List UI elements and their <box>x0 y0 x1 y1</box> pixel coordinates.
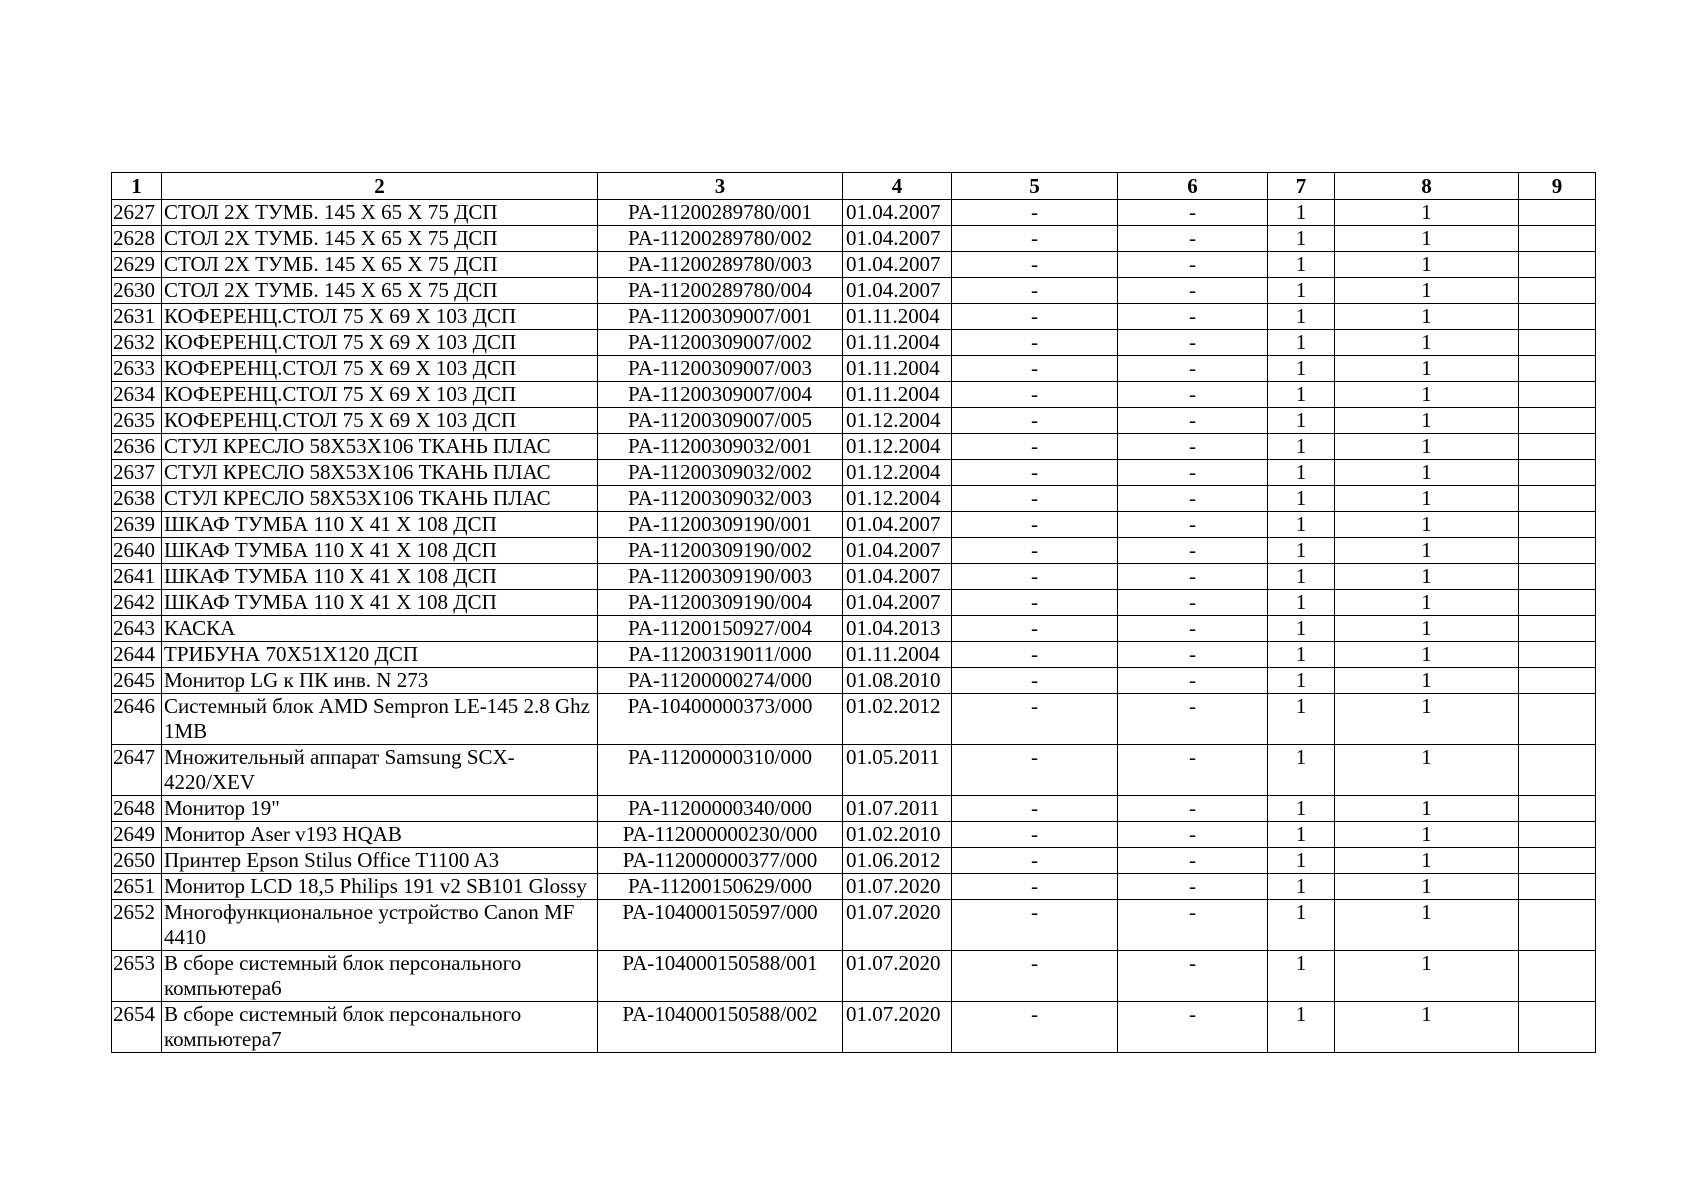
inventory-code-cell: PA-11200309190/004 <box>598 590 843 616</box>
col9-cell <box>1519 874 1596 900</box>
item-name-cell: ШКАФ ТУМБА 110 Х 41 Х 108 ДСП <box>162 564 598 590</box>
row-number-cell: 2650 <box>112 848 162 874</box>
item-name-cell: СТУЛ КРЕСЛО 58Х53Х106 ТКАНЬ ПЛАС <box>162 460 598 486</box>
col7-cell: 1 <box>1268 512 1335 538</box>
col5-cell: - <box>952 486 1118 512</box>
col6-cell: - <box>1118 1002 1268 1053</box>
col7-cell: 1 <box>1268 538 1335 564</box>
inventory-code-cell: PA-11200309032/001 <box>598 434 843 460</box>
col6-cell: - <box>1118 200 1268 226</box>
col7-cell: 1 <box>1268 408 1335 434</box>
item-name-cell: СТУЛ КРЕСЛО 58Х53Х106 ТКАНЬ ПЛАС <box>162 434 598 460</box>
col6-cell: - <box>1118 330 1268 356</box>
col5-cell: - <box>952 642 1118 668</box>
col6-cell: - <box>1118 408 1268 434</box>
col9-cell <box>1519 356 1596 382</box>
col7-cell: 1 <box>1268 642 1335 668</box>
row-number-cell: 2647 <box>112 745 162 796</box>
col9-cell <box>1519 278 1596 304</box>
row-number-cell: 2637 <box>112 460 162 486</box>
col7-cell: 1 <box>1268 694 1335 745</box>
col6-cell: - <box>1118 538 1268 564</box>
inventory-code-cell: PA-112000000377/000 <box>598 848 843 874</box>
date-cell: 01.07.2020 <box>843 1002 952 1053</box>
col7-cell: 1 <box>1268 356 1335 382</box>
column-header: 6 <box>1118 173 1268 200</box>
item-name-cell: КОФЕРЕНЦ.СТОЛ 75 Х 69 Х 103 ДСП <box>162 408 598 434</box>
col5-cell: - <box>952 590 1118 616</box>
col5-cell: - <box>952 200 1118 226</box>
col5-cell: - <box>952 356 1118 382</box>
col7-cell: 1 <box>1268 822 1335 848</box>
table-row <box>112 356 1596 382</box>
date-cell: 01.12.2004 <box>843 460 952 486</box>
row-number-cell: 2646 <box>112 694 162 745</box>
col5-cell: - <box>952 434 1118 460</box>
col9-cell <box>1519 460 1596 486</box>
col9-cell <box>1519 848 1596 874</box>
table-row <box>112 874 1596 900</box>
table-row <box>112 642 1596 668</box>
table-row <box>112 822 1596 848</box>
col8-cell: 1 <box>1335 1002 1519 1053</box>
col7-cell: 1 <box>1268 848 1335 874</box>
table-row <box>112 408 1596 434</box>
col6-cell: - <box>1118 951 1268 1002</box>
row-number-cell: 2654 <box>112 1002 162 1053</box>
col7-cell: 1 <box>1268 200 1335 226</box>
row-number-cell: 2651 <box>112 874 162 900</box>
col8-cell: 1 <box>1335 512 1519 538</box>
col8-cell: 1 <box>1335 434 1519 460</box>
col6-cell: - <box>1118 642 1268 668</box>
inventory-code-cell: PA-11200289780/003 <box>598 252 843 278</box>
column-header: 2 <box>162 173 598 200</box>
item-name-cell: Монитор 19" <box>162 796 598 822</box>
col5-cell: - <box>952 1002 1118 1053</box>
date-cell: 01.04.2007 <box>843 252 952 278</box>
date-cell: 01.12.2004 <box>843 408 952 434</box>
table-row <box>112 848 1596 874</box>
date-cell: 01.04.2007 <box>843 564 952 590</box>
item-name-cell: Монитор LCD 18,5 Philips 191 v2 SB101 Glossy <box>162 874 598 900</box>
col5-cell: - <box>952 900 1118 951</box>
item-name-cell: ТРИБУНА 70Х51Х120 ДСП <box>162 642 598 668</box>
col5-cell: - <box>952 951 1118 1002</box>
col7-cell: 1 <box>1268 668 1335 694</box>
date-cell: 01.11.2004 <box>843 356 952 382</box>
col7-cell: 1 <box>1268 616 1335 642</box>
col9-cell <box>1519 951 1596 1002</box>
col9-cell <box>1519 486 1596 512</box>
row-number-cell: 2648 <box>112 796 162 822</box>
col7-cell: 1 <box>1268 304 1335 330</box>
inventory-code-cell: PA-11200289780/001 <box>598 200 843 226</box>
col8-cell: 1 <box>1335 356 1519 382</box>
col8-cell: 1 <box>1335 900 1519 951</box>
col6-cell: - <box>1118 900 1268 951</box>
col8-cell: 1 <box>1335 642 1519 668</box>
item-name-cell: Монитор Aser v193 HQAB <box>162 822 598 848</box>
col9-cell <box>1519 382 1596 408</box>
date-cell: 01.02.2010 <box>843 822 952 848</box>
col5-cell: - <box>952 330 1118 356</box>
item-name-cell: Множительный аппарат Samsung SCX-4220/XEV <box>162 745 598 796</box>
row-number-cell: 2635 <box>112 408 162 434</box>
table-body <box>112 200 1596 1053</box>
table-row <box>112 382 1596 408</box>
table-row <box>112 434 1596 460</box>
col8-cell: 1 <box>1335 951 1519 1002</box>
date-cell: 01.04.2013 <box>843 616 952 642</box>
row-number-cell: 2641 <box>112 564 162 590</box>
item-name-cell: КОФЕРЕНЦ.СТОЛ 75 Х 69 Х 103 ДСП <box>162 382 598 408</box>
row-number-cell: 2640 <box>112 538 162 564</box>
row-number-cell: 2630 <box>112 278 162 304</box>
col6-cell: - <box>1118 822 1268 848</box>
col7-cell: 1 <box>1268 330 1335 356</box>
inventory-code-cell: PA-11200309007/003 <box>598 356 843 382</box>
col6-cell: - <box>1118 564 1268 590</box>
col8-cell: 1 <box>1335 304 1519 330</box>
col9-cell <box>1519 434 1596 460</box>
col7-cell: 1 <box>1268 590 1335 616</box>
inventory-code-cell: PA-11200309007/005 <box>598 408 843 434</box>
date-cell: 01.06.2012 <box>843 848 952 874</box>
table-row <box>112 796 1596 822</box>
item-name-cell: КОФЕРЕНЦ.СТОЛ 75 Х 69 Х 103 ДСП <box>162 304 598 330</box>
inventory-code-cell: PA-11200309007/002 <box>598 330 843 356</box>
item-name-cell: СТОЛ 2Х ТУМБ. 145 Х 65 Х 75 ДСП <box>162 226 598 252</box>
table-row <box>112 900 1596 951</box>
item-name-cell: ШКАФ ТУМБА 110 Х 41 Х 108 ДСП <box>162 512 598 538</box>
row-number-cell: 2638 <box>112 486 162 512</box>
row-number-cell: 2632 <box>112 330 162 356</box>
item-name-cell: ШКАФ ТУМБА 110 Х 41 Х 108 ДСП <box>162 538 598 564</box>
col7-cell: 1 <box>1268 486 1335 512</box>
col7-cell: 1 <box>1268 874 1335 900</box>
inventory-code-cell: PA-11200309190/002 <box>598 538 843 564</box>
col6-cell: - <box>1118 874 1268 900</box>
col6-cell: - <box>1118 382 1268 408</box>
col8-cell: 1 <box>1335 564 1519 590</box>
table-row <box>112 252 1596 278</box>
table-row <box>112 616 1596 642</box>
item-name-cell: КОФЕРЕНЦ.СТОЛ 75 Х 69 Х 103 ДСП <box>162 356 598 382</box>
col5-cell: - <box>952 382 1118 408</box>
inventory-code-cell: PA-112000000230/000 <box>598 822 843 848</box>
col8-cell: 1 <box>1335 382 1519 408</box>
col5-cell: - <box>952 694 1118 745</box>
col8-cell: 1 <box>1335 848 1519 874</box>
table-row <box>112 226 1596 252</box>
column-header: 1 <box>112 173 162 200</box>
date-cell: 01.04.2007 <box>843 278 952 304</box>
date-cell: 01.07.2020 <box>843 874 952 900</box>
col6-cell: - <box>1118 848 1268 874</box>
inventory-code-cell: PA-11200309007/004 <box>598 382 843 408</box>
item-name-cell: КАСКА <box>162 616 598 642</box>
row-number-cell: 2634 <box>112 382 162 408</box>
col8-cell: 1 <box>1335 822 1519 848</box>
col5-cell: - <box>952 460 1118 486</box>
date-cell: 01.04.2007 <box>843 200 952 226</box>
row-number-cell: 2631 <box>112 304 162 330</box>
header-row <box>112 173 1596 200</box>
col8-cell: 1 <box>1335 252 1519 278</box>
col9-cell <box>1519 408 1596 434</box>
col8-cell: 1 <box>1335 874 1519 900</box>
col5-cell: - <box>952 278 1118 304</box>
col9-cell <box>1519 538 1596 564</box>
table-row <box>112 694 1596 745</box>
col6-cell: - <box>1118 460 1268 486</box>
col9-cell <box>1519 564 1596 590</box>
column-header: 8 <box>1335 173 1519 200</box>
col9-cell <box>1519 512 1596 538</box>
col6-cell: - <box>1118 590 1268 616</box>
table-row <box>112 538 1596 564</box>
col5-cell: - <box>952 226 1118 252</box>
date-cell: 01.12.2004 <box>843 434 952 460</box>
col6-cell: - <box>1118 694 1268 745</box>
date-cell: 01.12.2004 <box>843 486 952 512</box>
col5-cell: - <box>952 822 1118 848</box>
inventory-code-cell: PA-11200150927/004 <box>598 616 843 642</box>
col7-cell: 1 <box>1268 1002 1335 1053</box>
row-number-cell: 2639 <box>112 512 162 538</box>
col9-cell <box>1519 694 1596 745</box>
table-row <box>112 745 1596 796</box>
column-header: 5 <box>952 173 1118 200</box>
row-number-cell: 2643 <box>112 616 162 642</box>
date-cell: 01.04.2007 <box>843 512 952 538</box>
item-name-cell: Системный блок AMD Sempron LE-145 2.8 Ghz 1MB <box>162 694 598 745</box>
col6-cell: - <box>1118 252 1268 278</box>
date-cell: 01.11.2004 <box>843 330 952 356</box>
item-name-cell: Монитор LG к ПК инв. N 273 <box>162 668 598 694</box>
column-header: 3 <box>598 173 843 200</box>
row-number-cell: 2644 <box>112 642 162 668</box>
table-row <box>112 278 1596 304</box>
inventory-code-cell: PA-11200000340/000 <box>598 796 843 822</box>
item-name-cell: СТОЛ 2Х ТУМБ. 145 Х 65 Х 75 ДСП <box>162 278 598 304</box>
date-cell: 01.04.2007 <box>843 538 952 564</box>
item-name-cell: СТОЛ 2Х ТУМБ. 145 Х 65 Х 75 ДСП <box>162 200 598 226</box>
inventory-code-cell: PA-104000150597/000 <box>598 900 843 951</box>
item-name-cell: В сборе системный блок персонального компьютера6 <box>162 951 598 1002</box>
inventory-code-cell: PA-11200319011/000 <box>598 642 843 668</box>
item-name-cell: Принтер Epson Stilus Office T1100 A3 <box>162 848 598 874</box>
col6-cell: - <box>1118 304 1268 330</box>
column-header: 7 <box>1268 173 1335 200</box>
inventory-code-cell: PA-11200309190/001 <box>598 512 843 538</box>
inventory-code-cell: PA-11200309032/002 <box>598 460 843 486</box>
col7-cell: 1 <box>1268 382 1335 408</box>
table-row <box>112 460 1596 486</box>
item-name-cell: СТОЛ 2Х ТУМБ. 145 Х 65 Х 75 ДСП <box>162 252 598 278</box>
item-name-cell: Многофункциональное устройство Canon MF 4410 <box>162 900 598 951</box>
table-row <box>112 512 1596 538</box>
col8-cell: 1 <box>1335 226 1519 252</box>
col7-cell: 1 <box>1268 460 1335 486</box>
col5-cell: - <box>952 745 1118 796</box>
col8-cell: 1 <box>1335 590 1519 616</box>
row-number-cell: 2629 <box>112 252 162 278</box>
date-cell: 01.02.2012 <box>843 694 952 745</box>
col5-cell: - <box>952 304 1118 330</box>
inventory-code-cell: PA-11200309190/003 <box>598 564 843 590</box>
col6-cell: - <box>1118 796 1268 822</box>
col9-cell <box>1519 1002 1596 1053</box>
col8-cell: 1 <box>1335 200 1519 226</box>
table-row <box>112 668 1596 694</box>
col9-cell <box>1519 304 1596 330</box>
col5-cell: - <box>952 874 1118 900</box>
col9-cell <box>1519 900 1596 951</box>
col7-cell: 1 <box>1268 900 1335 951</box>
col8-cell: 1 <box>1335 330 1519 356</box>
col8-cell: 1 <box>1335 668 1519 694</box>
column-header: 4 <box>843 173 952 200</box>
date-cell: 01.11.2004 <box>843 304 952 330</box>
col5-cell: - <box>952 616 1118 642</box>
table-row <box>112 330 1596 356</box>
col9-cell <box>1519 590 1596 616</box>
col8-cell: 1 <box>1335 486 1519 512</box>
col8-cell: 1 <box>1335 538 1519 564</box>
col9-cell <box>1519 330 1596 356</box>
inventory-code-cell: PA-11200309007/001 <box>598 304 843 330</box>
date-cell: 01.04.2007 <box>843 226 952 252</box>
column-header: 9 <box>1519 173 1596 200</box>
row-number-cell: 2645 <box>112 668 162 694</box>
inventory-code-cell: PA-11200289780/004 <box>598 278 843 304</box>
row-number-cell: 2642 <box>112 590 162 616</box>
date-cell: 01.05.2011 <box>843 745 952 796</box>
inventory-code-cell: PA-11200000274/000 <box>598 668 843 694</box>
date-cell: 01.07.2020 <box>843 900 952 951</box>
col5-cell: - <box>952 408 1118 434</box>
inventory-table <box>111 172 1596 1053</box>
date-cell: 01.07.2020 <box>843 951 952 1002</box>
col9-cell <box>1519 745 1596 796</box>
col7-cell: 1 <box>1268 226 1335 252</box>
col7-cell: 1 <box>1268 951 1335 1002</box>
col9-cell <box>1519 822 1596 848</box>
col8-cell: 1 <box>1335 694 1519 745</box>
col6-cell: - <box>1118 668 1268 694</box>
row-number-cell: 2653 <box>112 951 162 1002</box>
col5-cell: - <box>952 668 1118 694</box>
col9-cell <box>1519 668 1596 694</box>
col6-cell: - <box>1118 512 1268 538</box>
col5-cell: - <box>952 512 1118 538</box>
date-cell: 01.07.2011 <box>843 796 952 822</box>
col8-cell: 1 <box>1335 278 1519 304</box>
col9-cell <box>1519 616 1596 642</box>
inventory-code-cell: PA-11200289780/002 <box>598 226 843 252</box>
row-number-cell: 2652 <box>112 900 162 951</box>
inventory-code-cell: PA-11200150629/000 <box>598 874 843 900</box>
inventory-code-cell: PA-104000150588/001 <box>598 951 843 1002</box>
col7-cell: 1 <box>1268 796 1335 822</box>
col8-cell: 1 <box>1335 408 1519 434</box>
table-row <box>112 1002 1596 1053</box>
col7-cell: 1 <box>1268 434 1335 460</box>
item-name-cell: КОФЕРЕНЦ.СТОЛ 75 Х 69 Х 103 ДСП <box>162 330 598 356</box>
col5-cell: - <box>952 564 1118 590</box>
col8-cell: 1 <box>1335 460 1519 486</box>
table-row <box>112 304 1596 330</box>
col8-cell: 1 <box>1335 796 1519 822</box>
col6-cell: - <box>1118 486 1268 512</box>
col5-cell: - <box>952 848 1118 874</box>
col9-cell <box>1519 252 1596 278</box>
inventory-code-cell: PA-10400000373/000 <box>598 694 843 745</box>
row-number-cell: 2628 <box>112 226 162 252</box>
col6-cell: - <box>1118 356 1268 382</box>
table-row <box>112 951 1596 1002</box>
col6-cell: - <box>1118 434 1268 460</box>
table-row <box>112 200 1596 226</box>
col6-cell: - <box>1118 616 1268 642</box>
col9-cell <box>1519 642 1596 668</box>
date-cell: 01.11.2004 <box>843 642 952 668</box>
col5-cell: - <box>952 252 1118 278</box>
col6-cell: - <box>1118 278 1268 304</box>
col6-cell: - <box>1118 226 1268 252</box>
table-row <box>112 486 1596 512</box>
col9-cell <box>1519 200 1596 226</box>
col7-cell: 1 <box>1268 278 1335 304</box>
row-number-cell: 2627 <box>112 200 162 226</box>
col8-cell: 1 <box>1335 745 1519 796</box>
col7-cell: 1 <box>1268 564 1335 590</box>
item-name-cell: СТУЛ КРЕСЛО 58Х53Х106 ТКАНЬ ПЛАС <box>162 486 598 512</box>
date-cell: 01.11.2004 <box>843 382 952 408</box>
inventory-code-cell: PA-11200000310/000 <box>598 745 843 796</box>
col7-cell: 1 <box>1268 745 1335 796</box>
col8-cell: 1 <box>1335 616 1519 642</box>
row-number-cell: 2636 <box>112 434 162 460</box>
table-row <box>112 590 1596 616</box>
item-name-cell: В сборе системный блок персонального компьютера7 <box>162 1002 598 1053</box>
col6-cell: - <box>1118 745 1268 796</box>
table-row <box>112 564 1596 590</box>
row-number-cell: 2649 <box>112 822 162 848</box>
col9-cell <box>1519 796 1596 822</box>
inventory-code-cell: PA-104000150588/002 <box>598 1002 843 1053</box>
inventory-code-cell: PA-11200309032/003 <box>598 486 843 512</box>
row-number-cell: 2633 <box>112 356 162 382</box>
col5-cell: - <box>952 538 1118 564</box>
date-cell: 01.08.2010 <box>843 668 952 694</box>
date-cell: 01.04.2007 <box>843 590 952 616</box>
col9-cell <box>1519 226 1596 252</box>
item-name-cell: ШКАФ ТУМБА 110 Х 41 Х 108 ДСП <box>162 590 598 616</box>
col7-cell: 1 <box>1268 252 1335 278</box>
col5-cell: - <box>952 796 1118 822</box>
